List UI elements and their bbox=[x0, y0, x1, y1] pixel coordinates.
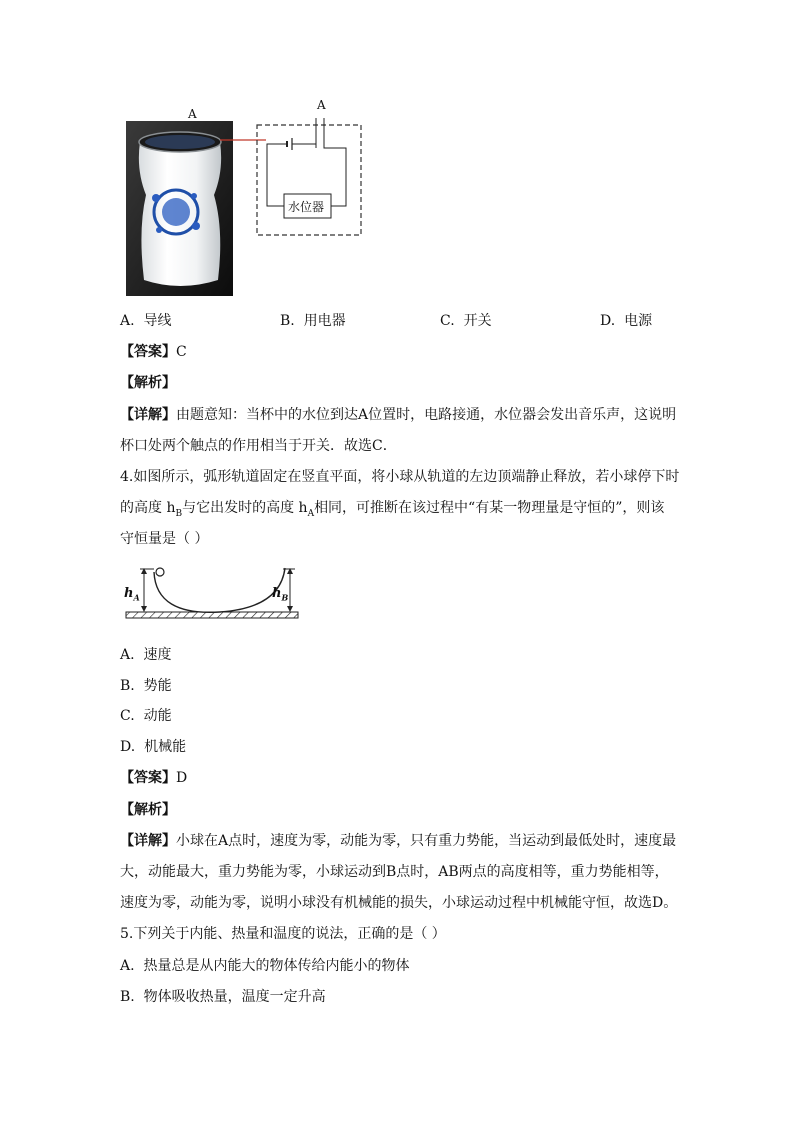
cup-water bbox=[145, 135, 215, 149]
arc-track-figure bbox=[120, 562, 302, 628]
ball bbox=[156, 568, 164, 576]
q3-analysis-heading: 【解析】 bbox=[120, 375, 176, 391]
q4-option-d: D. 机械能 bbox=[120, 739, 187, 755]
q5-stem: 5.下列关于内能、热量和温度的说法，正确的是（ ） bbox=[120, 926, 446, 942]
water-level-device-label: 水位器 bbox=[288, 200, 325, 214]
q4-detail-line-1: 【详解】小球在A点时，速度为零，动能为零，只有重力势能，当运动到最低处时，速度最 bbox=[120, 833, 677, 849]
cup-label-a: A bbox=[188, 107, 197, 121]
circuit-wire-right bbox=[324, 118, 346, 206]
q3-answer: 【答案】C bbox=[120, 344, 187, 360]
q4-option-c: C. 动能 bbox=[120, 708, 172, 724]
cup-decoration-dot bbox=[191, 193, 197, 199]
hb-arrow-head-bottom bbox=[287, 606, 293, 612]
cup-decoration-dot bbox=[192, 222, 200, 230]
q3-option-d: D. 电源 bbox=[600, 313, 653, 329]
q3-option-b: B. 用电器 bbox=[280, 313, 346, 329]
q3-option-c: C. 开关 bbox=[440, 313, 492, 329]
arc-track bbox=[154, 568, 285, 612]
q4-analysis-heading: 【解析】 bbox=[120, 802, 176, 818]
q4-answer: 【答案】D bbox=[120, 770, 188, 786]
circuit-label-a: A bbox=[317, 98, 326, 112]
q4-detail-line-2: 大，动能最大，重力势能为零，小球运动到B点时，AB两点的高度相等，重力势能相等， bbox=[120, 864, 669, 880]
q4-stem-line-2: 的高度 $h_B$与它出发时的高度 $h_A$相同，可推断在该过程中“有某一物理量是守恒的”，则该 bbox=[120, 500, 665, 519]
ha-label: $h_A$ bbox=[124, 586, 140, 603]
cup-circuit-svg bbox=[126, 100, 366, 300]
q5-option-a: A. 热量总是从内能大的物体传给内能小的物体 bbox=[120, 958, 410, 974]
q5-option-b: B. 物体吸收热量，温度一定升高 bbox=[120, 989, 326, 1005]
cup-circuit-figure bbox=[126, 100, 366, 300]
q4-option-a: A. 速度 bbox=[120, 647, 172, 663]
q3-option-a: A. 导线 bbox=[120, 313, 172, 329]
ha-arrow-head-bottom bbox=[141, 606, 147, 612]
q4-stem-line-1: 4.如图所示，弧形轨道固定在竖直平面，将小球从轨道的左边顶端静止释放，若小球停下时 bbox=[120, 469, 680, 485]
q4-option-b: B. 势能 bbox=[120, 678, 172, 694]
cup-decoration-center bbox=[162, 198, 190, 226]
cup-decoration-dot bbox=[152, 194, 160, 202]
hb-label: $h_B$ bbox=[272, 586, 289, 603]
q3-detail-line-2: 杯口处两个触点的作用相当于开关．故选C． bbox=[120, 438, 397, 454]
q3-detail-line-1: 【详解】由题意知：当杯中的水位到达A位置时，电路接通，水位器会发出音乐声，这说明 bbox=[120, 407, 677, 423]
cup-decoration-dot bbox=[156, 227, 162, 233]
q4-detail-line-3: 速度为零，动能为零，说明小球没有机械能的损失，小球运动过程中机械能守恒，故选D。 bbox=[120, 895, 678, 911]
q4-stem-line-3: 守恒量是（ ） bbox=[120, 531, 209, 547]
